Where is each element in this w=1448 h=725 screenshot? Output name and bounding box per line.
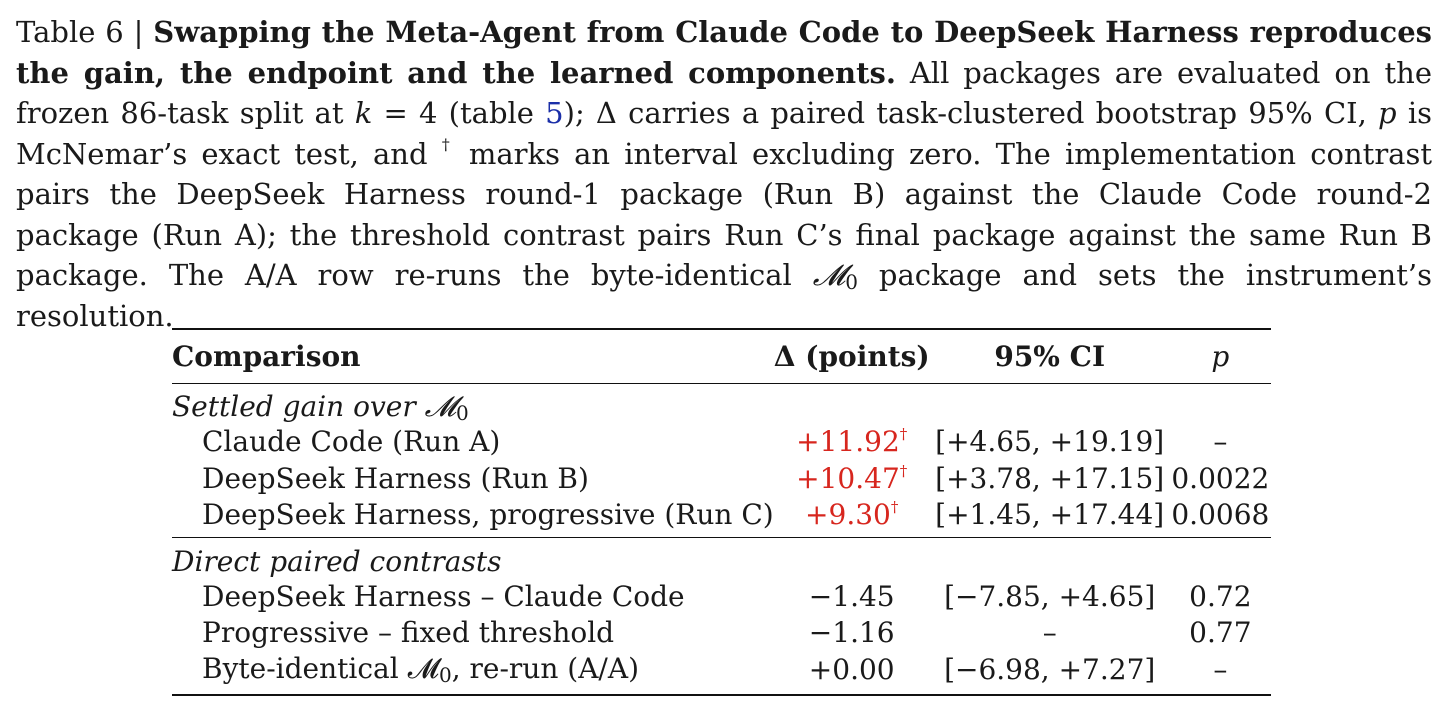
caption-title: Swapping the Meta-Agent from Claude Code to DeepSeek Harness reproduces the gain, the endpoint and the learned components. <box>16 15 1432 90</box>
caption-text-4: marks an interval excluding zero. The implementation contrast pairs the DeepSeek Harness round-1 package (Run B) against the Claude Code round-2 package (Run A); the threshold contrast pairs Run C’s final package against the same Run B package. The A/A row re-runs the byte-identical <box>16 136 1433 292</box>
row-ci: [+1.45, +17.44] <box>930 497 1170 538</box>
group-header-direct-contrasts: Direct paired contrasts <box>172 545 502 578</box>
header-p: p <box>1170 329 1271 383</box>
table-row <box>172 424 1271 461</box>
row-comparison: Claude Code (Run A) <box>202 425 501 459</box>
row-p: 0.0068 <box>1170 497 1271 538</box>
caption-text-2: ); Δ carries a paired task-clustered bootstrap 95% CI, <box>563 96 1379 130</box>
table-row <box>172 615 1271 652</box>
table-caption <box>16 12 1432 336</box>
row-ci: – <box>1042 616 1057 650</box>
caption-text-5: package and sets the instrument’s resolution. <box>16 258 1432 333</box>
caption-k-eq: = 4 (table <box>372 96 546 130</box>
row-p: 0.72 <box>1189 579 1252 613</box>
table-row <box>172 651 1271 695</box>
table-ref-link[interactable]: 5 <box>545 96 564 130</box>
header-comparison: Comparison <box>172 329 774 383</box>
row-p: – <box>1170 651 1271 695</box>
row-comparison: DeepSeek Harness – Claude Code <box>202 579 685 613</box>
row-comparison: DeepSeek Harness (Run B) <box>202 461 589 495</box>
row-p: 0.0022 <box>1171 461 1270 495</box>
row-delta: −1.45 <box>808 579 895 613</box>
caption-k-var: k <box>354 96 373 130</box>
caption-label: Table 6 | <box>16 15 154 49</box>
caption-m-symbol: 𝓜$_0$ <box>812 258 858 294</box>
row-delta: −1.16 <box>808 616 895 650</box>
results-table <box>172 328 1271 696</box>
row-delta: +0.00 <box>774 651 930 695</box>
header-delta: Δ (points) <box>774 329 930 383</box>
caption-text-1: All packages are evaluated on the frozen 86-task split at <box>16 55 1432 130</box>
caption-p-var: p <box>1378 96 1397 130</box>
table-row <box>172 497 1271 538</box>
row-p: 0.77 <box>1189 616 1252 650</box>
row-comparison: DeepSeek Harness, progressive (Run C) <box>172 497 774 538</box>
table-row <box>172 460 1271 497</box>
row-ci: [+3.78, +17.15] <box>935 461 1165 495</box>
row-ci: [+4.65, +19.19] <box>935 425 1165 459</box>
row-delta: +10.47† <box>796 461 908 495</box>
caption-dagger: † <box>441 134 455 154</box>
table-row <box>172 578 1271 615</box>
row-delta: +9.30† <box>774 497 930 538</box>
row-comparison: Byte-identical 𝓜$_0$, re-run (A/A) <box>172 651 774 695</box>
group-header-settled-gain: Settled gain over 𝓜$_0$ <box>172 389 469 425</box>
header-ci: 95% CI <box>930 329 1170 383</box>
row-comparison: Progressive – fixed threshold <box>202 616 615 650</box>
caption-text-3: is McNemar’s exact test, and <box>16 96 1432 171</box>
row-p: – <box>1213 425 1228 459</box>
row-ci: [−7.85, +4.65] <box>944 579 1156 613</box>
table-header-row <box>172 329 1271 383</box>
row-delta: +11.92† <box>796 425 908 459</box>
row-ci: [−6.98, +7.27] <box>930 651 1170 695</box>
